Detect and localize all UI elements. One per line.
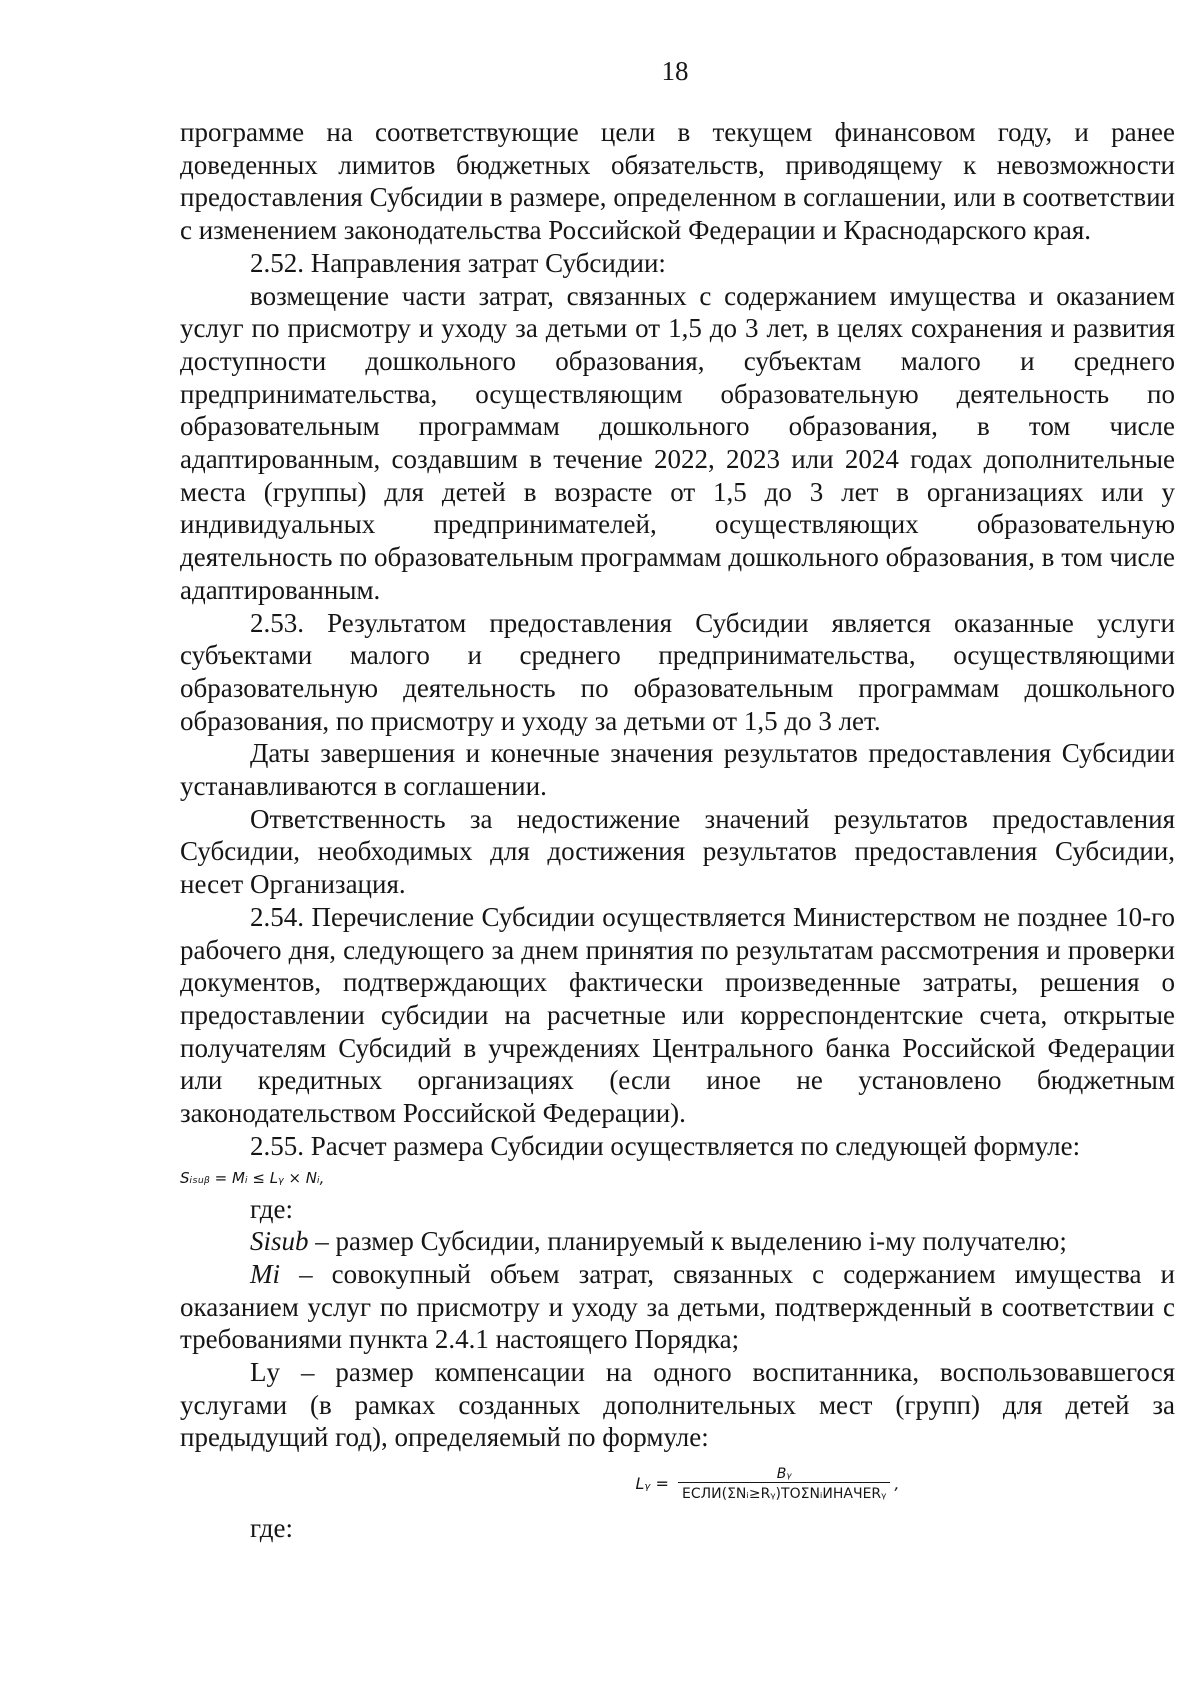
definition-mi <box>180 1258 1175 1356</box>
formula-denominator: ЕСЛИ(ΣNᵢ≥Rᵧ)ТОΣNᵢИНАЧЕRᵧ <box>678 1482 890 1503</box>
paragraph-continuation: программе на соответствующие цели в текущем финансовом году, и ранее доведенных лимитов бюджетных обязательств, приводящему к невозможности предоставления Субсидии в размере, определенном в соглашении, или в соответствии с изменением законодательства Российской Федерации и Краснодарского края. <box>180 117 1175 246</box>
symbol-sisub: Sisub <box>250 1226 309 1257</box>
formula-numerator: Bᵧ <box>776 1466 792 1483</box>
paragraph-dates: Даты завершения и конечные значения результатов предоставления Субсидии устанавливаются в соглашении. <box>180 738 1175 802</box>
formula-compensation <box>360 1462 1175 1506</box>
where-label-1: где: <box>250 1193 293 1224</box>
document-body <box>180 116 1175 1545</box>
paragraph-2-53: 2.53. Результатом предоставления Субсидии является оказанные услуги субъектами малого и среднего предпринимательства, осуществляющими образовательную деятельность по образовательным программам дошкольного образования, по присмотру и уходу за детьми от 1,5 до 3 лет. <box>180 607 1175 736</box>
definition-mi-text: – совокупный объем затрат, связанных с содержанием имущества и оказанием услуг по присмотру и уходу за детьми, подтвержденный в соответствии с требованиями пункта 2.4.1 настоящего Порядка; <box>180 1258 1175 1355</box>
symbol-ly: Lу <box>250 1357 280 1388</box>
symbol-mi: Mi <box>250 1258 280 1289</box>
formula-compensation-lhs: Lᵧ = <box>635 1474 669 1494</box>
definition-ly <box>180 1356 1175 1454</box>
paragraph-cost-directions: возмещение части затрат, связанных с содержанием имущества и оказанием услуг по присмотру и уходу за детьми от 1,5 до 3 лет, в целях сохранения и развития доступности дошкольного образования, субъектам малого и среднего предпринимательства, осуществляющим образовательную деятельность по образовательным программам дошкольного образования, в том числе адаптированным, создавшим в течение 2022, 2023 или 2024 годах дополнительные места (группы) для детей в возрасте от 1,5 до 3 лет в организациях или у индивидуальных предпринимателей, осуществляющих образовательную деятельность по образовательным программам дошкольного образования, в том числе адаптированным. <box>180 280 1175 605</box>
where-label-2: где: <box>250 1513 293 1544</box>
definition-sisub <box>180 1225 1175 1258</box>
definition-sisub-text: – размер Субсидии, планируемый к выделению i-му получателю; <box>308 1226 1067 1257</box>
paragraph-responsibility: Ответственность за недостижение значений результатов предоставления Субсидии, необходимых для достижения результатов предоставления Субсидии, несет Организация. <box>180 803 1175 900</box>
formula-trailing: , <box>894 1474 900 1494</box>
paragraph-2-52: 2.52. Направления затрат Субсидии: <box>250 247 666 278</box>
paragraph-2-54: 2.54. Перечисление Субсидии осуществляется Министерством не позднее 10-го рабочего дня, следующего за днем принятия по результатам рассмотрения и проверки документов, подтверждающих фактически произведенные затраты, решения о предоставлении субсидии на расчетные или корреспондентские счета, открытые получателям Субсидий в учреждениях Центрального банка Российской Федерации или кредитных организациях (если иное не установлено бюджетным законодательством Российской Федерации). <box>180 901 1175 1129</box>
formula-subsidy: Sᵢₛᵤᵦ = Mᵢ ≤ Lᵧ × Nᵢ, <box>180 1168 325 1187</box>
formula-fraction <box>678 1466 890 1503</box>
paragraph-2-55: 2.55. Расчет размера Субсидии осуществляется по следующей формуле: <box>250 1130 1081 1161</box>
definition-ly-text: – размер компенсации на одного воспитанника, воспользовавшегося услугами (в рамках созданных дополнительных мест (групп) для детей за предыдущий год), определяемый по формуле: <box>180 1357 1175 1453</box>
page-number: 18 <box>661 56 689 86</box>
